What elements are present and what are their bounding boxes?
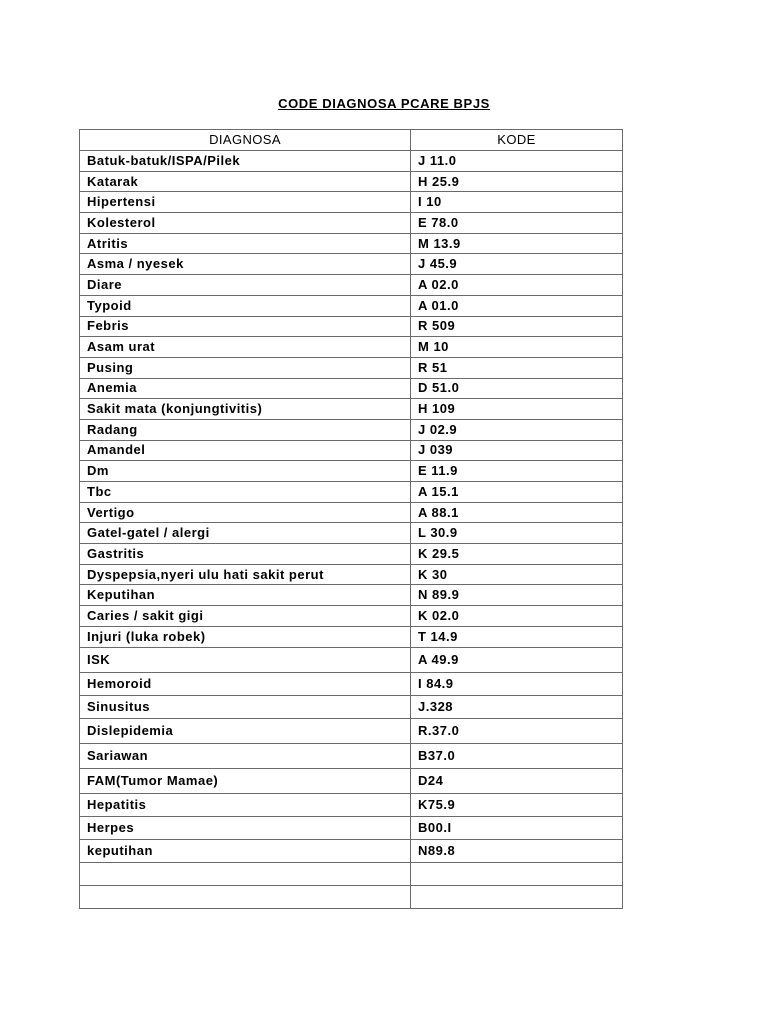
diagnosa-cell: Sinusitus: [80, 695, 411, 718]
table-row: [80, 213, 623, 234]
table-row: [80, 378, 623, 399]
table-row: [80, 461, 623, 482]
diagnosa-cell: Febris: [80, 316, 411, 337]
kode-cell: A 02.0: [411, 275, 623, 296]
diagnosa-cell: [80, 862, 411, 885]
diagnosa-cell: Diare: [80, 275, 411, 296]
table-row: [80, 295, 623, 316]
kode-cell: H 109: [411, 399, 623, 420]
diagnosa-cell: FAM(Tumor Mamae): [80, 768, 411, 793]
kode-cell: [411, 885, 623, 908]
table-row: [80, 695, 623, 718]
table-row: [80, 839, 623, 862]
diagnosa-cell: Anemia: [80, 378, 411, 399]
kode-cell: L 30.9: [411, 523, 623, 544]
kode-cell: A 01.0: [411, 295, 623, 316]
kode-cell: K 02.0: [411, 606, 623, 627]
diagnosa-cell: Dyspepsia,nyeri ulu hati sakit perut: [80, 564, 411, 585]
table-row: [80, 502, 623, 523]
diagnosa-cell: Katarak: [80, 171, 411, 192]
kode-cell: R.37.0: [411, 718, 623, 743]
table-row: [80, 718, 623, 743]
kode-cell: A 88.1: [411, 502, 623, 523]
table-row: [80, 544, 623, 565]
diagnosa-cell: Atritis: [80, 233, 411, 254]
table-row: [80, 482, 623, 503]
table-row: [80, 768, 623, 793]
diagnosa-cell: Hepatitis: [80, 793, 411, 816]
kode-cell: A 15.1: [411, 482, 623, 503]
table-row: [80, 647, 623, 672]
kode-cell: K 29.5: [411, 544, 623, 565]
kode-cell: J 45.9: [411, 254, 623, 275]
diagnosa-cell: Tbc: [80, 482, 411, 503]
kode-cell: B37.0: [411, 743, 623, 768]
kode-cell: J 039: [411, 440, 623, 461]
diagnosa-cell: keputihan: [80, 839, 411, 862]
kode-cell: I 10: [411, 192, 623, 213]
kode-cell: K 30: [411, 564, 623, 585]
diagnosa-cell: Dislepidemia: [80, 718, 411, 743]
table-row: [80, 337, 623, 358]
diagnosa-cell: Hipertensi: [80, 192, 411, 213]
kode-cell: B00.I: [411, 816, 623, 839]
kode-cell: D 51.0: [411, 378, 623, 399]
kode-cell: T 14.9: [411, 626, 623, 647]
diagnosa-cell: Dm: [80, 461, 411, 482]
diagnosa-cell: Hemoroid: [80, 672, 411, 695]
kode-cell: R 51: [411, 357, 623, 378]
diagnosa-cell: Amandel: [80, 440, 411, 461]
table-row: [80, 399, 623, 420]
diagnosa-cell: Caries / sakit gigi: [80, 606, 411, 627]
table-row: [80, 862, 623, 885]
diagnosa-cell: Gatel-gatel / alergi: [80, 523, 411, 544]
diagnosa-cell: Injuri (luka robek): [80, 626, 411, 647]
diagnosa-cell: Batuk-batuk/ISPA/Pilek: [80, 151, 411, 172]
diagnosa-cell: Asma / nyesek: [80, 254, 411, 275]
diagnosa-cell: Typoid: [80, 295, 411, 316]
table-row: [80, 275, 623, 296]
header-diagnosa: DIAGNOSA: [80, 130, 411, 151]
diagnosa-cell: Kolesterol: [80, 213, 411, 234]
diagnosa-cell: Vertigo: [80, 502, 411, 523]
kode-cell: M 10: [411, 337, 623, 358]
kode-cell: M 13.9: [411, 233, 623, 254]
kode-cell: D24: [411, 768, 623, 793]
table-row: [80, 885, 623, 908]
kode-cell: J.328: [411, 695, 623, 718]
table-row: [80, 192, 623, 213]
diagnosa-cell: [80, 885, 411, 908]
diagnosa-cell: Radang: [80, 419, 411, 440]
diagnosa-cell: ISK: [80, 647, 411, 672]
diagnosa-cell: Asam urat: [80, 337, 411, 358]
table-row: [80, 254, 623, 275]
table-row: [80, 316, 623, 337]
kode-cell: K75.9: [411, 793, 623, 816]
diagnosa-cell: Gastritis: [80, 544, 411, 565]
table-row: [80, 672, 623, 695]
table-row: [80, 171, 623, 192]
kode-cell: R 509: [411, 316, 623, 337]
kode-cell: E 78.0: [411, 213, 623, 234]
diagnosa-cell: Herpes: [80, 816, 411, 839]
table-row: [80, 419, 623, 440]
header-kode: KODE: [411, 130, 623, 151]
table-row: [80, 606, 623, 627]
table-row: [80, 626, 623, 647]
diagnosa-cell: Sakit mata (konjungtivitis): [80, 399, 411, 420]
table-body: [80, 151, 623, 909]
table-row: [80, 233, 623, 254]
table-row: [80, 793, 623, 816]
table-row: [80, 523, 623, 544]
kode-cell: J 11.0: [411, 151, 623, 172]
kode-cell: N89.8: [411, 839, 623, 862]
table-row: [80, 151, 623, 172]
table-row: [80, 564, 623, 585]
kode-cell: N 89.9: [411, 585, 623, 606]
kode-cell: H 25.9: [411, 171, 623, 192]
diagnosa-cell: Sariawan: [80, 743, 411, 768]
kode-cell: [411, 862, 623, 885]
diagnosa-cell: Keputihan: [80, 585, 411, 606]
document-title: CODE DIAGNOSA PCARE BPJS: [278, 96, 490, 111]
kode-cell: E 11.9: [411, 461, 623, 482]
diagnosa-cell: Pusing: [80, 357, 411, 378]
table-row: [80, 357, 623, 378]
table-row: [80, 816, 623, 839]
diagnosis-code-table: [79, 129, 623, 909]
table-row: [80, 440, 623, 461]
kode-cell: J 02.9: [411, 419, 623, 440]
kode-cell: I 84.9: [411, 672, 623, 695]
table-header-row: [80, 130, 623, 151]
kode-cell: A 49.9: [411, 647, 623, 672]
table-row: [80, 585, 623, 606]
table-row: [80, 743, 623, 768]
